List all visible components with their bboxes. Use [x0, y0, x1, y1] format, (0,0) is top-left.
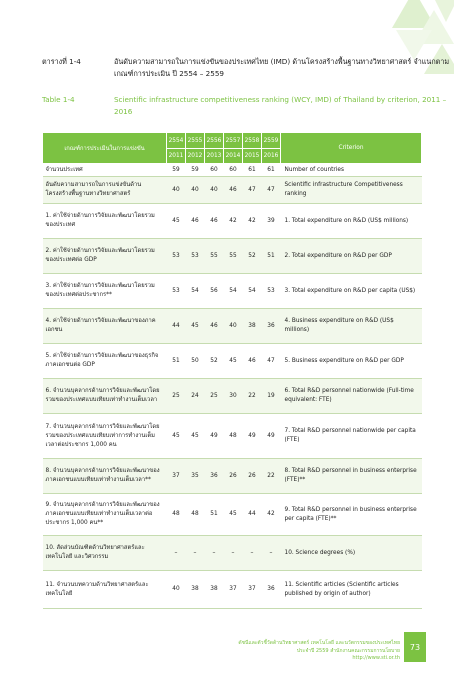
- criterion-thai-cell: 3. ค่าใช้จ่ายด้านการวิจัยและพัฒนาโดยรวมของประเทศต่อประชากร**: [43, 274, 167, 309]
- rank-cell: 40: [205, 177, 224, 204]
- rank-cell: 53: [167, 239, 186, 274]
- rank-cell: 45: [186, 414, 205, 459]
- rank-cell: –: [205, 536, 224, 571]
- footer-source: [190, 640, 400, 663]
- table-row: [43, 459, 422, 494]
- criterion-thai-cell: อันดับความสามารถในการแข่งขันด้านโครงสร้างพื้นฐานทางวิทยาศาสตร์: [43, 177, 167, 204]
- rank-cell: 61: [243, 164, 262, 177]
- rank-cell: 45: [167, 204, 186, 239]
- rank-cell: 24: [186, 379, 205, 414]
- criterion-english-cell: 6. Total R&D personnel nationwide (Full-time equivalent: FTE): [281, 379, 422, 414]
- rank-cell: 52: [205, 344, 224, 379]
- rank-cell: 53: [186, 239, 205, 274]
- rank-cell: 26: [224, 459, 243, 494]
- criterion-thai-cell: 7. จำนวนบุคลากรด้านการวิจัยและพัฒนาโดยรวมของประเทศแบบเทียบเท่าการทำงานเต็มเวลาต่อประชากร 1,000 คน: [43, 414, 167, 459]
- header-year-th: 2556: [205, 133, 224, 149]
- table-row: [43, 177, 422, 204]
- table-number-english: Table 1-4: [42, 95, 75, 104]
- criterion-thai-cell: 11. จำนวนบทความด้านวิทยาศาสตร์และเทคโนโลยี: [43, 571, 167, 609]
- rank-cell: 35: [186, 459, 205, 494]
- rank-cell: 52: [243, 239, 262, 274]
- rank-cell: 50: [186, 344, 205, 379]
- criterion-english-cell: 10. Science degrees (%): [281, 536, 422, 571]
- table-row: [43, 494, 422, 536]
- table-row: [43, 571, 422, 609]
- rank-cell: –: [224, 536, 243, 571]
- rank-cell: 46: [243, 344, 262, 379]
- rank-cell: 44: [167, 309, 186, 344]
- criterion-thai-cell: 8. จำนวนบุคลากรด้านการวิจัยและพัฒนาของภาคเอกชนแบบเทียบเท่าทำงานเต็มเวลา**: [43, 459, 167, 494]
- rank-cell: 38: [186, 571, 205, 609]
- rank-cell: 59: [167, 164, 186, 177]
- rank-cell: 46: [205, 309, 224, 344]
- table-header: [43, 133, 422, 164]
- rank-cell: 39: [262, 204, 281, 239]
- rank-cell: 25: [205, 379, 224, 414]
- rank-cell: 42: [243, 204, 262, 239]
- rank-cell: 40: [167, 571, 186, 609]
- rank-cell: 40: [186, 177, 205, 204]
- criterion-thai-cell: 9. จำนวนบุคลากรด้านการวิจัยและพัฒนาของภาคเอกชนแบบเทียบเท่าทำงานเต็มเวลาต่อประชากร 1,000 คน**: [43, 494, 167, 536]
- table-row: [43, 309, 422, 344]
- rank-cell: 46: [224, 177, 243, 204]
- table-body: [43, 164, 422, 609]
- page-number: 73: [404, 632, 426, 662]
- header-year-th: 2558: [243, 133, 262, 149]
- rank-cell: 53: [262, 274, 281, 309]
- header-year-th: 2559: [262, 133, 281, 149]
- rank-cell: 42: [224, 204, 243, 239]
- rank-cell: –: [243, 536, 262, 571]
- criterion-english-cell: Scientific infrastructure Competitiveness ranking: [281, 177, 422, 204]
- criterion-thai-cell: จำนวนประเทศ: [43, 164, 167, 177]
- rank-cell: 45: [167, 414, 186, 459]
- criterion-english-cell: 11. Scientific articles (Scientific articles published by origin of author): [281, 571, 422, 609]
- rank-cell: 22: [262, 459, 281, 494]
- criterion-thai-cell: 5. ค่าใช้จ่ายด้านการวิจัยและพัฒนาของธุรกิจภาคเอกชนต่อ GDP: [43, 344, 167, 379]
- header-criterion-thai: เกณฑ์การประเมินในการแข่งขัน: [43, 133, 167, 164]
- criterion-english-cell: 5. Business expenditure on R&D per GDP: [281, 344, 422, 379]
- table-title-english: Scientific infrastructure competitiveness ranking (WCY, IMD) of Thailand by criterion, 2011 – 2016: [114, 95, 447, 116]
- rank-cell: 49: [262, 414, 281, 459]
- rank-cell: 30: [224, 379, 243, 414]
- rank-cell: 59: [186, 164, 205, 177]
- rank-cell: 61: [262, 164, 281, 177]
- criterion-english-cell: 4. Business expenditure on R&D (US$ millions): [281, 309, 422, 344]
- rank-cell: 51: [167, 344, 186, 379]
- rank-cell: 37: [243, 571, 262, 609]
- rank-cell: 25: [167, 379, 186, 414]
- header-year-th: 2555: [186, 133, 205, 149]
- table-title-thai: อันดับความสามารถในการแข่งขันของประเทศไทย (IMD) ด้านโครงสร้างพื้นฐานทางวิทยาศาสตร์ จำแนกตามเกณฑ์การประเมิน ปี 2554 – 2559: [114, 57, 450, 78]
- table-row: [43, 414, 422, 459]
- header-criterion-english: Criterion: [281, 133, 422, 164]
- table-row: [43, 344, 422, 379]
- rank-cell: 44: [243, 494, 262, 536]
- rank-cell: 37: [224, 571, 243, 609]
- ranking-table: [42, 132, 422, 609]
- rank-cell: 38: [243, 309, 262, 344]
- header-year-en: 2016: [262, 149, 281, 164]
- rank-cell: 49: [243, 414, 262, 459]
- footer-line: ประจำปี 2559 สำนักงานคณะกรรมการนโยบาย: [296, 647, 400, 654]
- header-year-en: 2014: [224, 149, 243, 164]
- header-year-th: 2557: [224, 133, 243, 149]
- rank-cell: 56: [205, 274, 224, 309]
- criterion-thai-cell: 4. ค่าใช้จ่ายด้านการวิจัยและพัฒนาของภาคเอกชน: [43, 309, 167, 344]
- criterion-english-cell: 8. Total R&D personnel in business enterprise (FTE)**: [281, 459, 422, 494]
- rank-cell: 51: [205, 494, 224, 536]
- rank-cell: 45: [186, 309, 205, 344]
- criterion-thai-cell: 2. ค่าใช้จ่ายด้านการวิจัยและพัฒนาโดยรวมของประเทศต่อ GDP: [43, 239, 167, 274]
- rank-cell: 55: [205, 239, 224, 274]
- footer-url: http://www.sti.or.th: [352, 655, 400, 661]
- rank-cell: 49: [205, 414, 224, 459]
- rank-cell: 37: [167, 459, 186, 494]
- criterion-english-cell: 1. Total expenditure on R&D (US$ millions): [281, 204, 422, 239]
- rank-cell: 54: [243, 274, 262, 309]
- criterion-english-cell: Number of countries: [281, 164, 422, 177]
- criterion-thai-cell: 6. จำนวนบุคลากรด้านการวิจัยและพัฒนาโดยรวมของประเทศแบบเทียบเท่าทำงานเต็มเวลา: [43, 379, 167, 414]
- rank-cell: 47: [243, 177, 262, 204]
- header-year-en: 2013: [205, 149, 224, 164]
- criterion-thai-cell: 1. ค่าใช้จ่ายด้านการวิจัยและพัฒนาโดยรวมของประเทศ: [43, 204, 167, 239]
- rank-cell: 26: [243, 459, 262, 494]
- rank-cell: 48: [224, 414, 243, 459]
- rank-cell: 54: [186, 274, 205, 309]
- table-row: [43, 239, 422, 274]
- criterion-english-cell: 9. Total R&D personnel in business enterprise per capita (FTE)**: [281, 494, 422, 536]
- header-year-en: 2012: [186, 149, 205, 164]
- table-row: [43, 379, 422, 414]
- table-row: [43, 164, 422, 177]
- rank-cell: 36: [262, 571, 281, 609]
- rank-cell: 22: [243, 379, 262, 414]
- rank-cell: 60: [205, 164, 224, 177]
- rank-cell: 45: [224, 494, 243, 536]
- criterion-thai-cell: 10. สัดส่วนบัณฑิตด้านวิทยาศาสตร์และเทคโนโลยี และวิศวกรรม: [43, 536, 167, 571]
- rank-cell: –: [186, 536, 205, 571]
- rank-cell: 51: [262, 239, 281, 274]
- rank-cell: 54: [224, 274, 243, 309]
- rank-cell: 55: [224, 239, 243, 274]
- rank-cell: 40: [224, 309, 243, 344]
- footer-line: ดัชนีและตัวชี้วัดด้านวิทยาศาสตร์ เทคโนโลยี และนวัตกรรมของประเทศไทย: [238, 640, 400, 646]
- rank-cell: –: [167, 536, 186, 571]
- rank-cell: 45: [224, 344, 243, 379]
- header-year-en: 2011: [167, 149, 186, 164]
- rank-cell: 40: [167, 177, 186, 204]
- rank-cell: 36: [262, 309, 281, 344]
- header-year-th: 2554: [167, 133, 186, 149]
- rank-cell: 42: [262, 494, 281, 536]
- rank-cell: 48: [186, 494, 205, 536]
- table-row: [43, 536, 422, 571]
- header-year-en: 2015: [243, 149, 262, 164]
- criterion-english-cell: 7. Total R&D personnel nationwide per capita (FTE): [281, 414, 422, 459]
- rank-cell: 48: [167, 494, 186, 536]
- rank-cell: 47: [262, 177, 281, 204]
- criterion-english-cell: 3. Total expenditure on R&D per capita (US$): [281, 274, 422, 309]
- criterion-english-cell: 2. Total expenditure on R&D per GDP: [281, 239, 422, 274]
- table-row: [43, 204, 422, 239]
- corner-decoration: [374, 0, 454, 100]
- table-number-thai: ตารางที่ 1-4: [42, 57, 81, 66]
- table-row: [43, 274, 422, 309]
- rank-cell: 53: [167, 274, 186, 309]
- rank-cell: –: [262, 536, 281, 571]
- rank-cell: 38: [205, 571, 224, 609]
- rank-cell: 60: [224, 164, 243, 177]
- rank-cell: 19: [262, 379, 281, 414]
- rank-cell: 46: [205, 204, 224, 239]
- rank-cell: 36: [205, 459, 224, 494]
- rank-cell: 47: [262, 344, 281, 379]
- rank-cell: 46: [186, 204, 205, 239]
